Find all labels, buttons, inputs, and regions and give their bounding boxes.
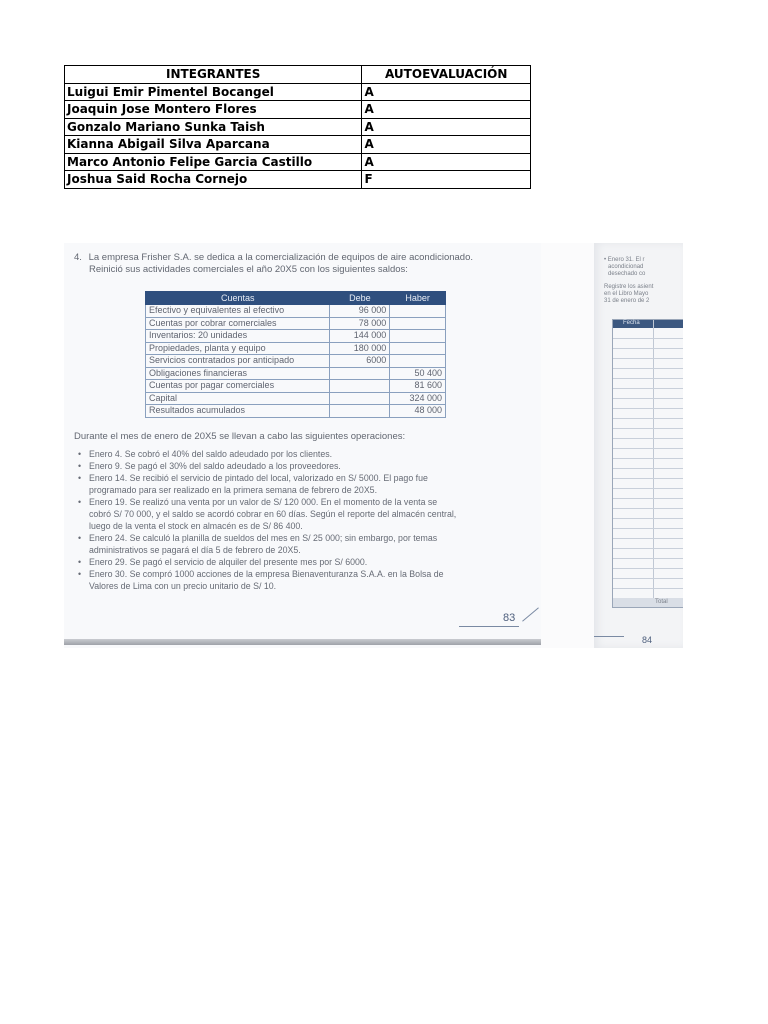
balance-row (146, 355, 446, 368)
members-table (64, 65, 531, 189)
operation-line (78, 533, 438, 545)
ledger-row-line (613, 538, 683, 539)
member-grade: F (362, 171, 531, 189)
balance-haber: 50 400 (390, 367, 446, 380)
operation-line: cobró S/ 70 000, y el saldo se acordó cobrar en 60 días. Según el reporte del almacén central, (89, 509, 457, 519)
member-row (65, 83, 531, 101)
balance-row (146, 330, 446, 343)
balance-account: Obligaciones financieras (146, 367, 330, 380)
members-header-name: INTEGRANTES (65, 66, 362, 84)
operation-line (78, 557, 368, 569)
balance-haber (390, 342, 446, 355)
ledger-row-line (613, 548, 683, 549)
exercise-number: 4. (74, 252, 82, 263)
operation-line: administrativos se pagará el día 5 de febrero de 20X5. (89, 545, 301, 555)
member-grade: A (362, 136, 531, 154)
balance-account: Capital (146, 392, 330, 405)
balance-account: Cuentas por pagar comerciales (146, 380, 330, 393)
ledger-row-line (613, 488, 683, 489)
ledger-row-line (613, 468, 683, 469)
balance-row (146, 405, 446, 418)
bullet-icon: • (78, 533, 82, 543)
balance-account: Efectivo y equivalentes al efectivo (146, 305, 330, 318)
ledger-row-line (613, 418, 683, 419)
scanned-book-image (64, 243, 683, 648)
ledger-row-line (613, 338, 683, 339)
operation-line (78, 473, 428, 485)
balance-debe (330, 367, 390, 380)
operation-line (78, 461, 341, 473)
balance-account: Propiedades, planta y equipo (146, 342, 330, 355)
exercise-intro (74, 252, 473, 263)
member-row (65, 101, 531, 119)
balance-debe: 96 000 (330, 305, 390, 318)
ledger-row-line (613, 568, 683, 569)
balance-account: Resultados acumulados (146, 405, 330, 418)
ledger-header-fecha: Fecha (623, 320, 640, 326)
balance-haber: 81 600 (390, 380, 446, 393)
balance-row (146, 392, 446, 405)
balance-haber (390, 317, 446, 330)
members-header-row (65, 66, 531, 84)
balance-debe: 180 000 (330, 342, 390, 355)
balance-account: Cuentas por cobrar comerciales (146, 317, 330, 330)
exercise-intro-line2: Reinició sus actividades comerciales el año 20X5 con los siguientes saldos: (89, 264, 408, 275)
operation-text: Enero 30. Se compró 1000 acciones de la empresa Bienaventuranza S.A.A. en la Bolsa de (89, 569, 444, 579)
members-header-grade: AUTOEVALUACIÓN (362, 66, 531, 84)
balance-row (146, 380, 446, 393)
bullet-icon: • (78, 473, 82, 483)
ledger-row-line (613, 578, 683, 579)
ledger-total-label: Total (655, 599, 668, 605)
ledger-column-divider (653, 320, 654, 607)
ledger-row-line (613, 508, 683, 509)
page-corner-line (522, 607, 539, 621)
operations-intro: Durante el mes de enero de 20X5 se llevan a cabo las siguientes operaciones: (74, 431, 406, 442)
balance-account: Servicios contratados por anticipado (146, 355, 330, 368)
balance-header-cuentas: Cuentas (146, 292, 330, 305)
balance-row (146, 317, 446, 330)
balance-table (145, 291, 446, 418)
member-name: Joaquin Jose Montero Flores (65, 101, 362, 119)
operation-line: programado para ser realizado en la primera semana de febrero de 20X5. (89, 485, 378, 495)
ledger-row-line (613, 528, 683, 529)
balance-debe (330, 392, 390, 405)
operation-text: Enero 24. Se calculó la planilla de sueldos del mes en S/ 25 000; sin embargo, por temas (89, 533, 438, 543)
operation-line (78, 449, 333, 461)
member-name: Joshua Said Rocha Cornejo (65, 171, 362, 189)
ledger-row-line (613, 518, 683, 519)
page-rule (459, 626, 519, 627)
ledger-row-line (613, 448, 683, 449)
balance-haber (390, 355, 446, 368)
page84-line: desechado co (608, 271, 646, 277)
page84-line: Registre los asient (604, 284, 654, 290)
member-grade: A (362, 153, 531, 171)
ledger-row-line (613, 378, 683, 379)
page84-line: 31 de enero de 2 (604, 298, 650, 304)
member-name: Gonzalo Mariano Sunka Taish (65, 118, 362, 136)
operation-line (78, 569, 444, 581)
ledger-header (613, 320, 683, 328)
ledger-row-line (613, 438, 683, 439)
ledger-row-line (613, 428, 683, 429)
member-grade: A (362, 101, 531, 119)
member-row (65, 136, 531, 154)
operation-line (78, 497, 438, 509)
ledger-total-row (613, 598, 683, 607)
ledger-row-line (613, 558, 683, 559)
balance-debe: 144 000 (330, 330, 390, 343)
operation-text: Enero 19. Se realizó una venta por un valor de S/ 120 000. En el momento de la venta se (89, 497, 438, 507)
bullet-icon: • (78, 569, 82, 579)
ledger-row-line (613, 368, 683, 369)
balance-debe (330, 405, 390, 418)
page-number-83: 83 (503, 612, 516, 624)
balance-header-row (146, 292, 446, 305)
ledger-row-line (613, 478, 683, 479)
exercise-intro-line1: La empresa Frisher S.A. se dedica a la comercialización de equipos de aire acondicionado. (88, 252, 474, 263)
ledger-row-line (613, 398, 683, 399)
member-name: Kianna Abigail Silva Aparcana (65, 136, 362, 154)
balance-header-haber: Haber (390, 292, 446, 305)
operation-text: Enero 14. Se recibió el servicio de pintado del local, valorizado en S/ 5000. El pago fue (89, 473, 428, 483)
balance-haber (390, 305, 446, 318)
page-83 (64, 243, 541, 648)
member-row (65, 171, 531, 189)
member-grade: A (362, 83, 531, 101)
bullet-icon: • (78, 449, 82, 459)
ledger-row-line (613, 498, 683, 499)
member-row (65, 153, 531, 171)
balance-haber: 48 000 (390, 405, 446, 418)
operation-line: luego de la venta el stock en almacén es de S/ 86 400. (89, 521, 303, 531)
operation-text: Enero 4. Se cobró el 40% del saldo adeudado por los clientes. (89, 449, 333, 459)
balance-row (146, 342, 446, 355)
balance-row (146, 367, 446, 380)
balance-row (146, 305, 446, 318)
balance-debe: 78 000 (330, 317, 390, 330)
ledger-form (612, 319, 683, 608)
page-number-84: 84 (642, 635, 653, 645)
operation-text: Enero 9. Se pagó el 30% del saldo adeudado a los proveedores. (89, 461, 341, 471)
page84-text: • Enero 31. El r (604, 257, 645, 263)
page-edge-shadow (64, 639, 541, 645)
ledger-row-line (613, 358, 683, 359)
ledger-row-line (613, 348, 683, 349)
balance-debe: 6000 (330, 355, 390, 368)
bullet-icon: • (78, 497, 82, 507)
page84-line: Enero 31. El r (607, 257, 645, 263)
operation-line: Valores de Lima con un precio unitario de S/ 10. (89, 581, 277, 591)
balance-haber: 324 000 (390, 392, 446, 405)
operation-text: Enero 29. Se pagó el servicio de alquiler del presente mes por S/ 6000. (89, 557, 368, 567)
member-row (65, 118, 531, 136)
page84-line: acondicionad (608, 264, 644, 270)
ledger-row-line (613, 458, 683, 459)
page84-line: en el Libro Mayo (604, 291, 649, 297)
balance-account: Inventarios: 20 unidades (146, 330, 330, 343)
ledger-row-line (613, 408, 683, 409)
page84-rule (594, 636, 624, 637)
balance-debe (330, 380, 390, 393)
balance-haber (390, 330, 446, 343)
ledger-row-line (613, 588, 683, 589)
bullet-icon: • (78, 461, 82, 471)
member-name: Marco Antonio Felipe Garcia Castillo (65, 153, 362, 171)
ledger-row-line (613, 388, 683, 389)
bullet-icon: • (78, 557, 82, 567)
balance-header-debe: Debe (330, 292, 390, 305)
member-grade: A (362, 118, 531, 136)
member-name: Luigui Emir Pimentel Bocangel (65, 83, 362, 101)
